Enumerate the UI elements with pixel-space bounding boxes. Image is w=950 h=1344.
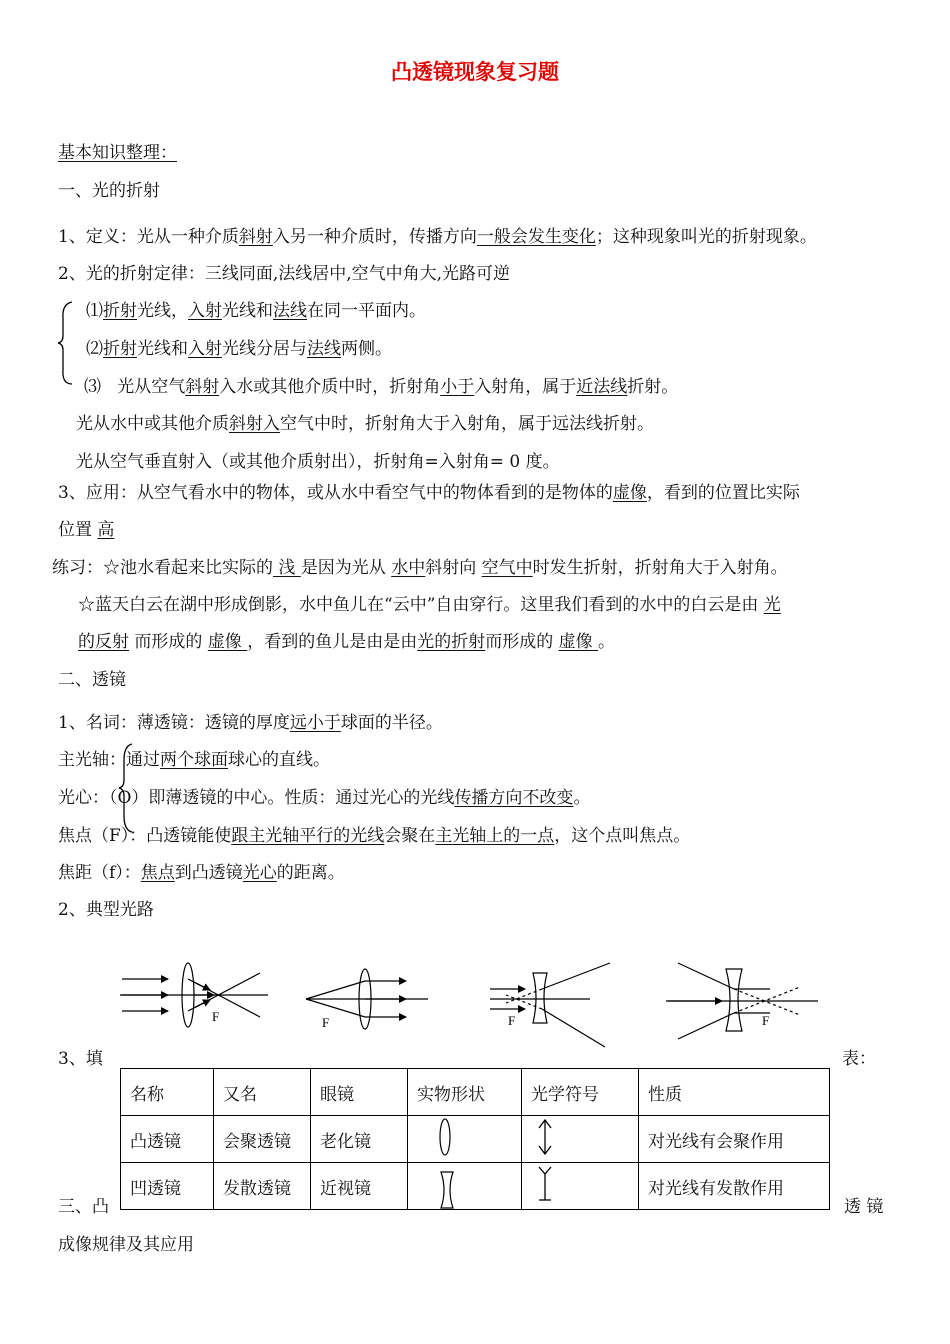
- refraction-law-line: 2、光的折射定律：三线同面,法线居中,空气中角大,光路可逆: [58, 264, 511, 284]
- practice-line-1: 练习：☆池水看起来比实际的 浅 是因为光从 水中斜射向 空气中时发生折射，折射角大于入射角。: [52, 558, 788, 578]
- focus-label: F: [322, 1015, 330, 1030]
- table-cell: 实物形状: [408, 1069, 522, 1116]
- term-focal-length: 焦距（f）：焦点到凸透镜光心的距离。: [58, 863, 345, 883]
- table-cell: 性质: [639, 1069, 830, 1116]
- table-row: [121, 1163, 830, 1210]
- section-refraction: 一、光的折射: [58, 181, 160, 201]
- table-cell: [522, 1163, 639, 1210]
- section-lens: 二、透镜: [58, 670, 126, 690]
- focus-label: F: [212, 1009, 220, 1024]
- table-cell: 凸透镜: [121, 1116, 214, 1163]
- application-line-2: 位置 高: [58, 520, 115, 540]
- fill-table-left: 3、填: [58, 1049, 103, 1069]
- law-item-3: ⑶ 光从空气斜射入水或其他介质中时，折射角小于入射角，属于近法线折射。: [84, 377, 679, 397]
- table-cell: 对光线有会聚作用: [639, 1116, 830, 1163]
- table-cell: 老化镜: [311, 1116, 408, 1163]
- section-heading: 基本知识整理：: [58, 143, 177, 163]
- term-main-axis: 主光轴：通过两个球面球心的直线。: [58, 750, 330, 770]
- fill-table-right: 表：: [842, 1049, 876, 1069]
- convex-parallel-diagram: [120, 963, 268, 1027]
- typical-light-paths: 2、典型光路: [58, 900, 154, 920]
- lens-table: [120, 1068, 830, 1210]
- term-focus: 焦点（F）：凸透镜能使跟主光轴平行的光线会聚在主光轴上的一点，这个点叫焦点。: [58, 826, 691, 846]
- focus-label: F: [508, 1013, 516, 1028]
- table-cell: 名称: [121, 1069, 214, 1116]
- section-imaging-left: 三、凸: [58, 1197, 109, 1217]
- table-cell: 又名: [214, 1069, 311, 1116]
- table-cell: 眼镜: [311, 1069, 408, 1116]
- definition-line: 1、定义：光从一种介质斜射入另一种介质时，传播方向一般会发生变化；这种现象叫光的折射现象。: [58, 227, 817, 247]
- table-cell: 光学符号: [522, 1069, 639, 1116]
- focus-label: F: [762, 1013, 770, 1028]
- application-line: 3、应用：从空气看水中的物体，或从水中看空气中的物体看到的是物体的虚像，看到的位置比实际: [58, 483, 800, 503]
- practice-line-2: ☆蓝天白云在湖中形成倒影，水中鱼儿在“云中”自由穿行。这里我们看到的水中的白云是由 光: [78, 595, 781, 615]
- section-imaging-continued: 成像规律及其应用: [58, 1235, 194, 1255]
- convex-lens-symbol-icon: [537, 1117, 553, 1157]
- left-brace: [56, 300, 76, 386]
- page-title: 凸透镜现象复习题: [391, 59, 559, 84]
- table-cell: 发散透镜: [214, 1163, 311, 1210]
- concave-lens-shape-icon: [439, 1170, 455, 1210]
- law-item-1: ⑴折射光线，入射光线和法线在同一平面内。: [86, 301, 426, 321]
- law-perpendicular: 光从空气垂直射入（或其他介质射出），折射角=入射角= 0 度。: [76, 452, 560, 472]
- table-cell: 会聚透镜: [214, 1116, 311, 1163]
- practice-line-3: 的反射 而形成的 虚像 ，看到的鱼儿是由是由光的折射而形成的 虚像 。: [78, 632, 616, 652]
- convex-lens-shape-icon: [439, 1117, 451, 1157]
- table-cell: 近视镜: [311, 1163, 408, 1210]
- concave-parallel-diagram: [490, 963, 610, 1047]
- light-path-diagrams: [110, 955, 830, 1055]
- table-cell: [408, 1163, 522, 1210]
- table-cell: 凹透镜: [121, 1163, 214, 1210]
- table-cell: [522, 1116, 639, 1163]
- law-water-to-air: 光从水中或其他介质斜射入空气中时，折射角大于入射角，属于远法线折射。: [76, 414, 654, 434]
- law-item-2: ⑵折射光线和入射光线分居与法线两侧。: [86, 339, 392, 359]
- concave-focus-diagram: [666, 963, 818, 1039]
- term-optical-center: 光心：（O）即薄透镜的中心。性质：通过光心的光线传播方向不改变。: [58, 788, 591, 808]
- term-thin-lens: 1、名词：薄透镜：透镜的厚度远小于球面的半径。: [58, 713, 443, 733]
- table-cell: 对光线有发散作用: [639, 1163, 830, 1210]
- concave-lens-symbol-icon: [537, 1164, 553, 1204]
- curly-brace: [116, 742, 136, 834]
- section-imaging-right: 透 镜: [844, 1197, 884, 1217]
- table-cell: [408, 1116, 522, 1163]
- table-row: [121, 1116, 830, 1163]
- table-row: [121, 1069, 830, 1116]
